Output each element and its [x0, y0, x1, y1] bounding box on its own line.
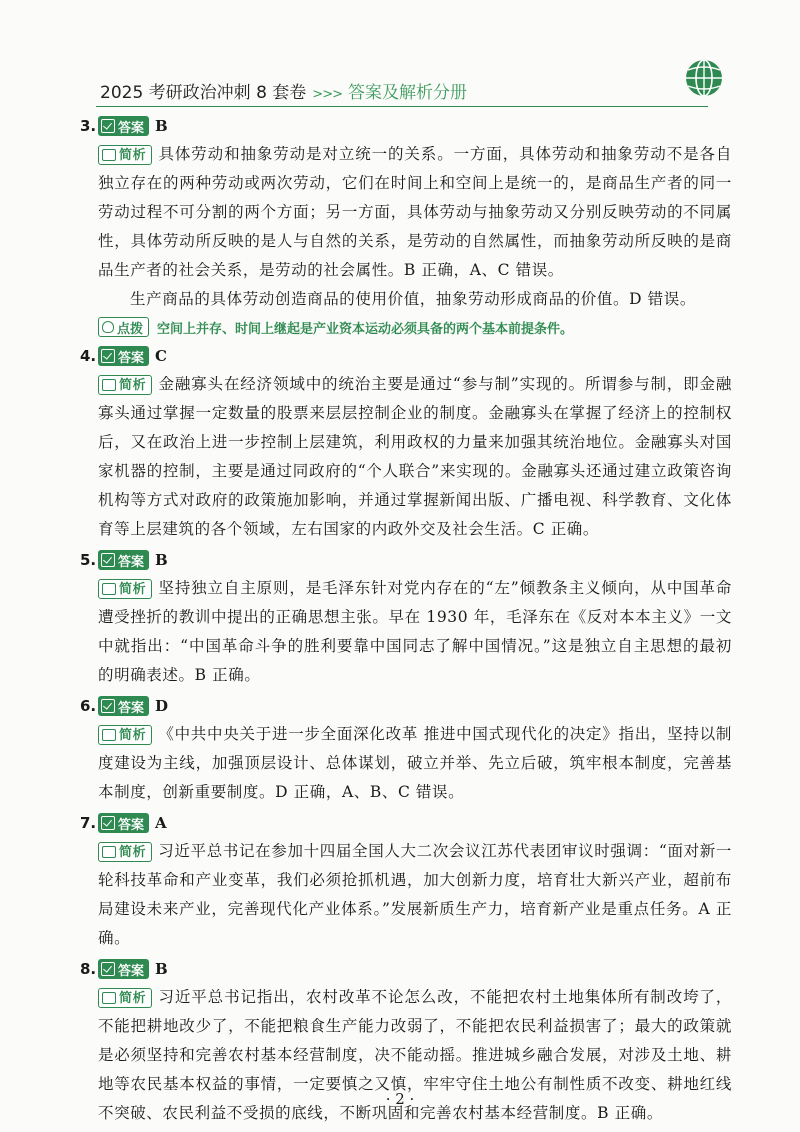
- answer-tag-label: 答案: [118, 120, 145, 136]
- book-title: 2025 考研政治冲刺 8 套卷: [100, 83, 307, 103]
- analysis-tag-label: 简析: [119, 581, 147, 597]
- check-icon: [101, 119, 115, 133]
- analysis-text: 金融寡头在经济领域中的统治主要是通过“参与制”实现的。所谓参与制，即金融寡头通过掌握一定数量的股票来层层控制企业的制度。金融寡头在掌握了经济上的控制权后，又在政治上进一步控制上层建筑，利用政权的力量来加强其统治地位。金融寡头对国家机器的控制，主要是通过同政府的“个人联合”来实现的。金融寡头还通过建立政策咨询机构等方式对政府的政策施加影响，并通过掌握新闻出版、广播电视、科学教育、文化体育等上层建筑的各个领域，左右国家的内政外交及社会生活。C 正确。: [98, 375, 732, 538]
- question-number: 6.: [80, 697, 97, 715]
- tip-tag: [98, 317, 149, 337]
- check-icon: [101, 553, 115, 567]
- answer-row: [80, 809, 732, 837]
- answer-letter: C: [155, 347, 167, 365]
- check-icon: [101, 349, 115, 363]
- analysis-text: 坚持独立自主原则，是毛泽东针对党内存在的“左”倾教条主义倾向，从中国革命遭受挫折的教训中提出的正确思想主张。早在 1930 年，毛泽东在《反对本本主义》一文中就指出：“中国革命斗争的胜利要靠中国同志了解中国情况。”这是独立自主思想的最初的明确表述。B 正确。: [98, 579, 732, 684]
- analysis-paragraph: [98, 720, 732, 807]
- analysis-tag-label: 简析: [119, 990, 147, 1006]
- check-icon: [101, 962, 115, 976]
- analysis-text: 习近平总书记在参加十四届全国人大二次会议江苏代表团审议时强调：“面对新一轮科技革命和产业变革，我们必须抢抓机遇，加大创新力度，培育壮大新兴产业，超前布局建设未来产业，完善现代化产业体系。”发展新质生产力，培育新产业是重点任务。A 正确。: [98, 842, 732, 947]
- answer-row: [80, 342, 732, 370]
- answer-tag-label: 答案: [118, 554, 145, 570]
- check-icon: [101, 816, 115, 830]
- answer-tag-label: 答案: [118, 817, 145, 833]
- tip-row: [98, 314, 732, 340]
- header-rule: [96, 106, 708, 107]
- answer-item-6: [80, 692, 732, 807]
- book-icon: [102, 379, 116, 391]
- analysis-tag: [98, 145, 152, 165]
- analysis-text: 习近平总书记指出，农村改革不论怎么改，不能把农村土地集体所有制改垮了，不能把耕地改少了，不能把粮食生产能力改弱了，不能把农民利益损害了；最大的政策就是必须坚持和完善农村基本经营制度，决不能动摇。推进城乡融合发展，对涉及土地、耕地等农民基本权益的事情，一定要慎之又慎，牢牢守住土地公有制性质不改变、耕地红线不突破、农民利益不受损的底线，不断巩固和完善农村基本经营制度。B 正确。: [98, 988, 732, 1122]
- analysis-tag-label: 简析: [119, 147, 147, 163]
- answer-item-3: [80, 112, 732, 340]
- book-icon: [102, 729, 116, 741]
- question-number: 7.: [80, 814, 97, 832]
- analysis-tag: [98, 725, 152, 745]
- answer-tag-label: 答案: [118, 963, 145, 979]
- question-number: 4.: [80, 347, 97, 365]
- answer-tag: [98, 550, 149, 570]
- answer-tag: [98, 959, 149, 979]
- page-number: · 2 ·: [385, 1090, 415, 1108]
- analysis-tag-label: 简析: [119, 377, 147, 393]
- question-number: 5.: [80, 551, 97, 569]
- answer-letter: A: [155, 814, 167, 832]
- tip-text: 空间上并存、时间上继起是产业资本运动必须具备的两个基本前提条件。: [157, 321, 574, 337]
- analysis-paragraph: [98, 574, 732, 690]
- answer-row: [80, 692, 732, 720]
- answer-tag: [98, 813, 149, 833]
- running-header: [100, 78, 720, 104]
- book-icon: [102, 149, 116, 161]
- check-icon: [101, 699, 115, 713]
- analysis-tag: [98, 842, 152, 862]
- question-number: 8.: [80, 960, 97, 978]
- analysis-tag: [98, 579, 152, 599]
- analysis-tag: [98, 988, 152, 1008]
- answer-content: [80, 112, 732, 1130]
- analysis-extra: 生产商品的具体劳动创造商品的使用价值，抽象劳动形成商品的价值。D 错误。: [130, 290, 696, 308]
- answer-row: [80, 112, 732, 140]
- answer-tag-label: 答案: [118, 700, 145, 716]
- book-icon: [102, 583, 116, 595]
- answer-item-4: [80, 342, 732, 544]
- analysis-paragraph: [98, 140, 732, 285]
- answer-tag: [98, 346, 149, 366]
- book-icon: [102, 846, 116, 858]
- answer-letter: B: [155, 960, 168, 978]
- answer-item-5: [80, 546, 732, 690]
- answer-tag: [98, 696, 149, 716]
- answer-letter: B: [155, 551, 168, 569]
- analysis-tag: [98, 375, 152, 395]
- answer-item-7: [80, 809, 732, 953]
- analysis-tag-label: 简析: [119, 727, 147, 743]
- analysis-tag-label: 简析: [119, 844, 147, 860]
- header-arrows: >>>: [312, 87, 342, 102]
- answer-letter: D: [155, 697, 169, 715]
- analysis-text: 《中共中央关于进一步全面深化改革 推进中国式现代化的决定》指出，坚持以制度建设为主线，加强顶层设计、总体谋划，破立并举、先立后破，筑牢根本制度，完善基本制度，创新重要制度。D 正确，A、B、C 错误。: [98, 725, 732, 801]
- globe-icon: [684, 58, 724, 98]
- answer-row: [80, 546, 732, 574]
- answer-tag: [98, 116, 149, 136]
- header-subtitle: 答案及解析分册: [347, 83, 467, 103]
- analysis-text: 具体劳动和抽象劳动是对立统一的关系。一方面，具体劳动和抽象劳动不是各自独立存在的两种劳动或两次劳动，它们在时间上和空间上是统一的，是商品生产者的同一劳动过程不可分割的两个方面；另一方面，具体劳动与抽象劳动又分别反映劳动的不同属性，具体劳动所反映的是人与自然的关系，是劳动的自然属性，而抽象劳动所反映的是商品生产者的社会关系，是劳动的社会属性。B 正确，A、C 错误。: [98, 145, 732, 279]
- answer-letter: B: [155, 117, 168, 135]
- book-icon: [102, 992, 116, 1004]
- analysis-paragraph: [98, 370, 732, 544]
- answer-row: [80, 955, 732, 983]
- question-number: 3.: [80, 117, 97, 135]
- tip-tag-label: 点拨: [117, 321, 144, 337]
- analysis-paragraph: [98, 837, 732, 953]
- lightbulb-icon: [102, 321, 114, 333]
- answer-tag-label: 答案: [118, 350, 145, 366]
